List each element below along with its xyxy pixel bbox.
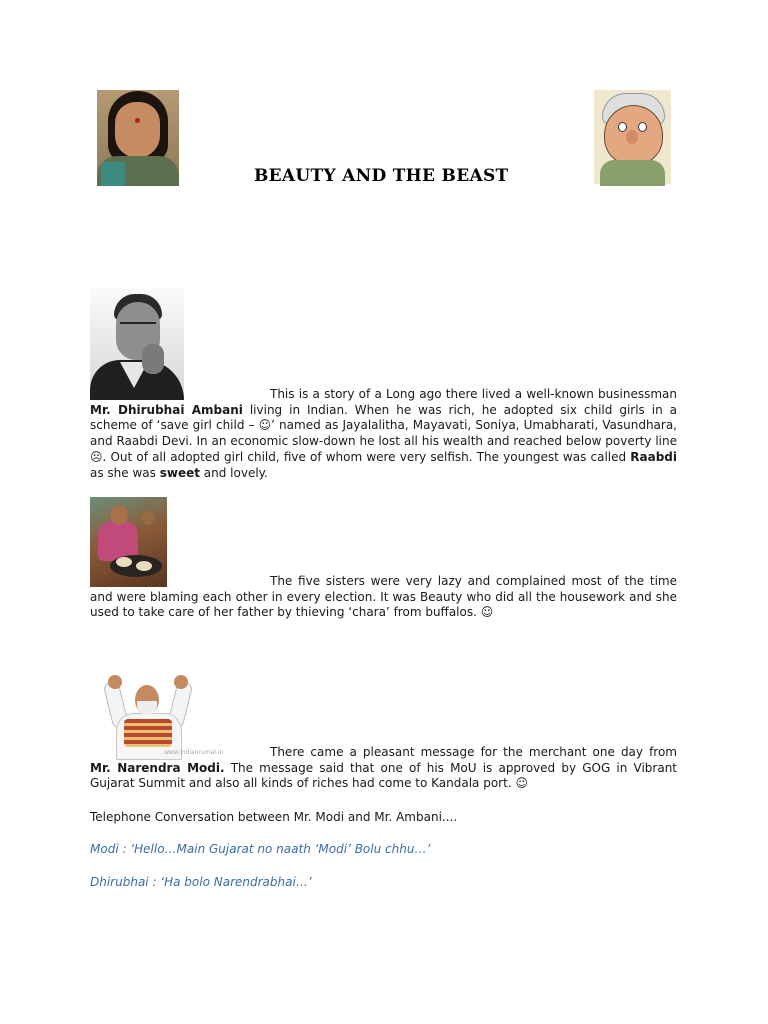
name-raabdi: Raabdi <box>630 449 677 464</box>
story-paragraph-2: The five sisters were very lazy and complained most of the time and were blaming each other in every election. It was Beauty who did all the housework and she used to take care of her father by thieving ‘chara’ from buffalos. ☺ <box>90 574 677 620</box>
name-dhirubhai: Mr. Dhirubhai Ambani <box>90 402 243 417</box>
page-title: BEAUTY AND THE BEAST <box>254 166 509 186</box>
businessman-portrait-photo <box>90 288 184 400</box>
photo-watermark: www.indianrumal.in <box>164 749 224 756</box>
story-paragraph-1: This is a story of a Long ago there lived a well-known businessman Mr. Dhirubhai Ambani living in Indian. When he was rich, he adopted six child girls in a scheme of ‘save girl child – ☺’ named as Jayalalitha, Mayavati, Soniya, Umabharati, Vasundhara, and Raabdi Devi. In an economic slow-down he lost all his wealth and reached below poverty line ☹. Out of all adopted girl child, five of whom were very selfish. The youngest was called Raabdi as she was sweet and lovely. <box>90 387 677 480</box>
story-paragraph-3: There came a pleasant message for the merchant one day from Mr. Narendra Modi. The message said that one of his MoU is approved by GOG in Vibrant Gujarat Summit and also all kinds of riches had come to Kandala port. ☺ <box>90 745 677 791</box>
name-narendra-modi: Mr. Narendra Modi. <box>90 760 225 775</box>
word-sweet: sweet <box>159 465 200 480</box>
woman-portrait-photo <box>97 90 179 184</box>
conversation-line-modi: Modi : ‘Hello…Main Gujarat no naath ‘Modi’ Bolu chhu…’ <box>90 842 431 856</box>
conversation-line-dhirubhai: Dhirubhai : ‘Ha bolo Narendrabhai…’ <box>90 875 312 889</box>
conversation-heading: Telephone Conversation between Mr. Modi and Mr. Ambani.... <box>90 810 458 824</box>
caricature-portrait-photo <box>594 90 671 184</box>
